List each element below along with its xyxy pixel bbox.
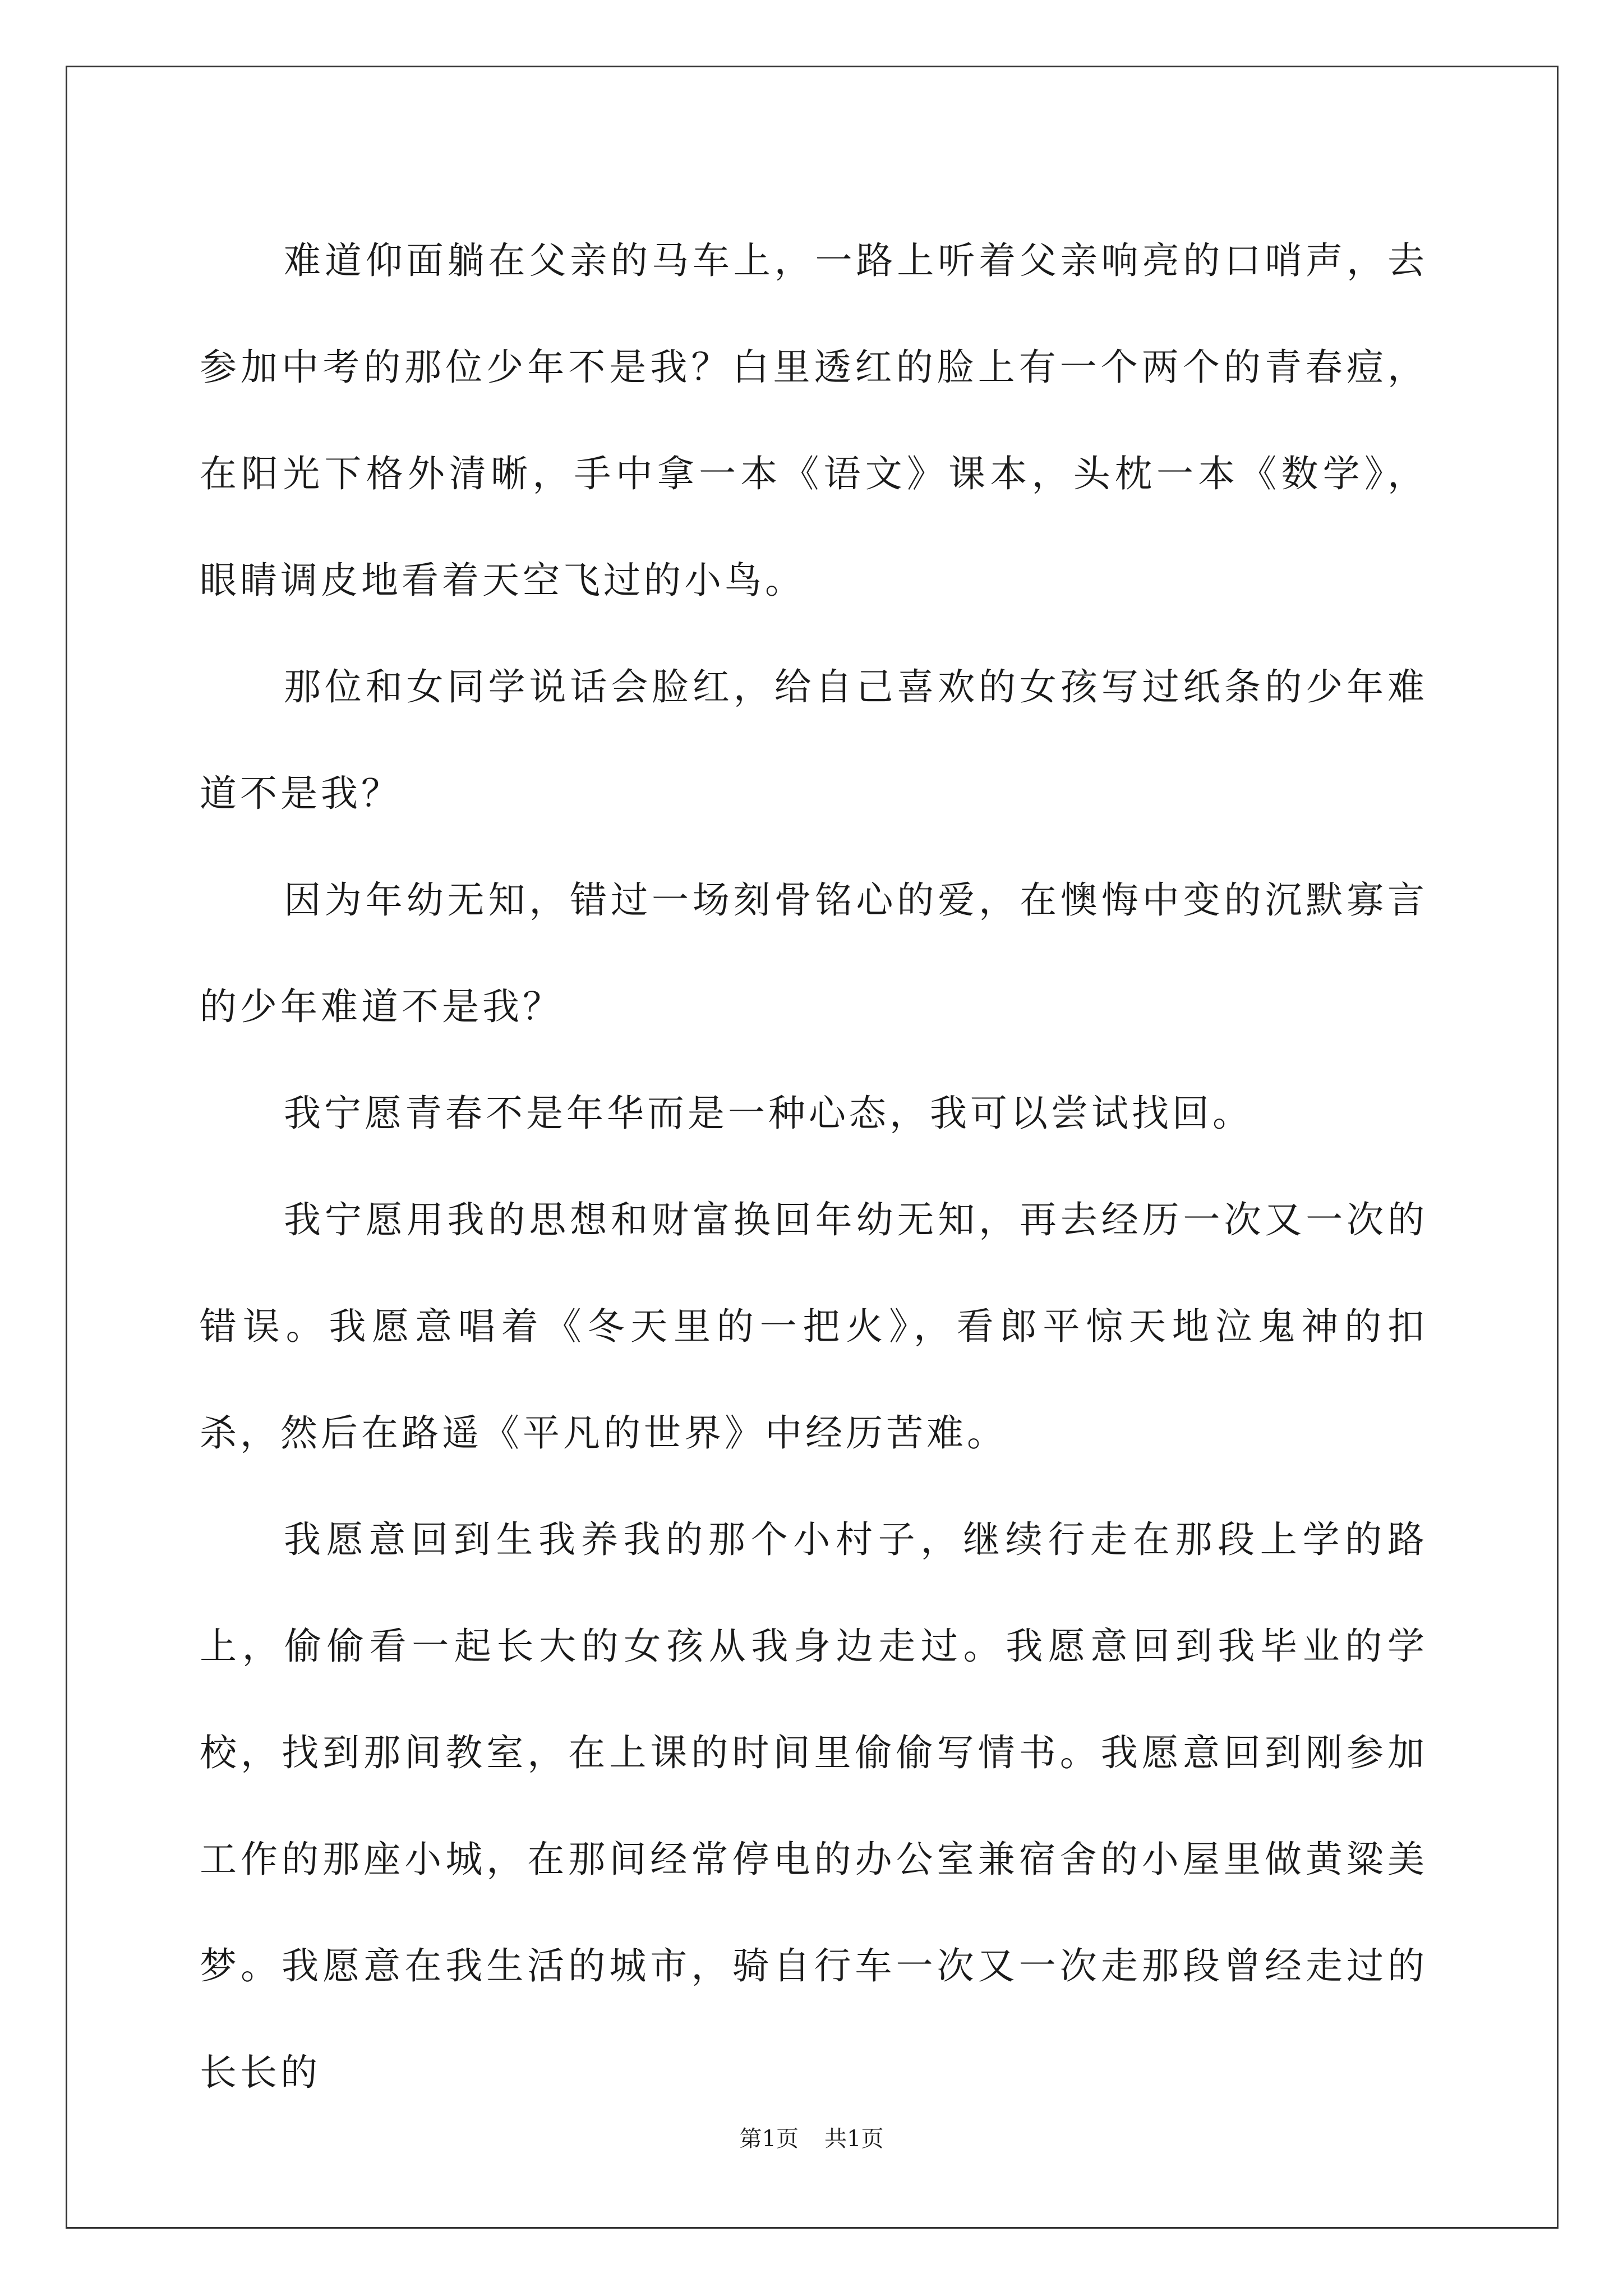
paragraph-2: 那位和女同学说话会脸红，给自己喜欢的女孩写过纸条的少年难道不是我？ <box>200 665 1428 815</box>
paragraph-4: 我宁愿青春不是年华而是一种心态，我可以尝试找回。 <box>284 1092 1253 1135</box>
paragraph-6: 我愿意回到生我养我的那个小村子，继续行走在那段上学的路上，偷偷看一起长大的女孩从我身边走过。我愿意回到我毕业的学校，找到那间教室，在上课的时间里偷偷写情书。我愿意回到刚参加工作的那座小城，在那间经常停电的办公室兼宿舍的小屋里做黄粱美梦。我愿意在我生活的城市，骑自行车一次又一次走那段曾经走过的长长的 <box>200 1518 1428 2094</box>
paragraph-1: 难道仰面躺在父亲的马车上，一路上听着父亲响亮的口哨声，去参加中考的那位少年不是我？白里透红的脸上有一个两个的青春痘，在阳光下格外清晰，手中拿一本《语文》课本，头枕一本《数学》，眼睛调皮地看着天空飞过的小鸟。 <box>200 239 1428 602</box>
page-number: 第1页 <box>739 2126 799 2152</box>
page-total: 共1页 <box>824 2126 884 2152</box>
paragraph-3: 因为年幼无知，错过一场刻骨铭心的爱，在懊悔中变的沉默寡言的少年难道不是我？ <box>200 878 1428 1028</box>
page-footer <box>0 2124 1623 2154</box>
document-body <box>200 208 1428 2126</box>
paragraph-5: 我宁愿用我的思想和财富换回年幼无知，再去经历一次又一次的错误。我愿意唱着《冬天里的一把火》，看郎平惊天地泣鬼神的扣杀，然后在路遥《平凡的世界》中经历苦难。 <box>200 1198 1428 1455</box>
